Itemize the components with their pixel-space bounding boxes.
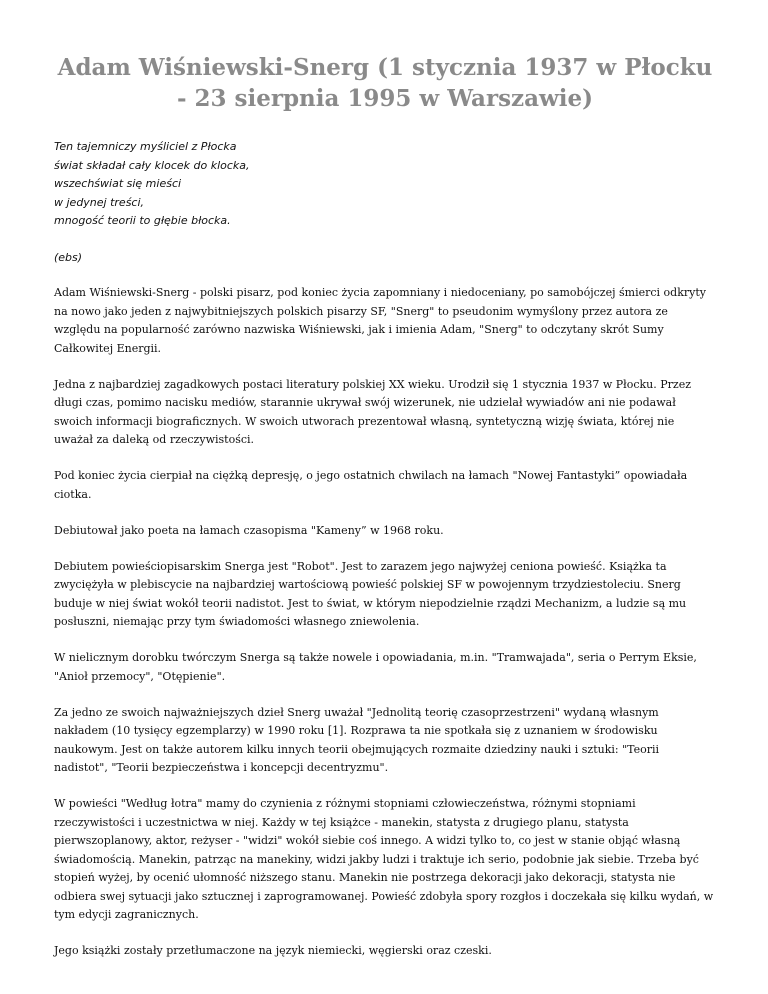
poem-line: w jedynej treści, xyxy=(54,195,145,209)
poem-line: wszechświat się mieści xyxy=(54,177,182,190)
paragraph-translations: Jego książki zostały przetłumaczone na język niemiecki, węgierski oraz czeski. xyxy=(54,944,492,957)
poem xyxy=(54,138,716,231)
paragraph-intro: Adam Wiśniewski-Snerg - polski pisarz, pod koniec życia zapomniany i niedoceniany, po samobójczej śmierci odkryty na nowo jako jeden z najwybitniejszych polskich pisarzy SF, "Snerg" to pseudonim wymyślony przez autora ze względu na popularność zarówno nazwiska Wiśniewski, jak i imienia Adam, "Snerg" to odczytany skrót Sumy Całkowitej Energii. xyxy=(54,286,706,355)
paragraph-poet-debut: Debiutował jako poeta na łamach czasopisma "Kameny” w 1968 roku. xyxy=(54,523,444,537)
paragraph-biography: Jedna z najbardziej zagadkowych postaci literatury polskiej XX wieku. Urodził się 1 stycznia 1937 w Płocku. Przez długi czas, pomimo nacisku mediów, starannie ukrywał swój wizerunek, nie udzielał wywiadów ani nie podawał swoich informacji biograficznych. W swoich utworach prezentował własną, syntetyczną wizję świata, której nie uważał za daleką od rzeczywistości. xyxy=(54,377,692,446)
document-page xyxy=(54,52,716,978)
paragraph-theory: Za jedno ze swoich najważniejszych dzieł Snerg uważał "Jednolitą teorię czasoprzestrzeni" wydaną własnym nakładem (10 tysięcy egzemplarzy) w 1990 roku [1]. Rozprawa ta nie spotkała się z uznaniem w środowisku naukowym. Jest on także autorem kilku innych teorii obejmujących rozmaite dziedziny nauki i sztuki: "Teorii nadistot", "Teorii bezpieczeństwa i koncepcji decentryzmu". xyxy=(54,705,660,774)
paragraph-depression: Pod koniec życia cierpiał na ciężką depresję, o jego ostatnich chwilach na łamach "Nowej Fantastyki” opowiadała ciotka. xyxy=(54,469,688,501)
poem-line: mnogość teorii to głębie błocka. xyxy=(54,214,231,227)
paragraph-novellas: W nielicznym dorobku twórczym Snerga są także nowele i opowiadania, m.in. "Tramwajada", seria o Perrym Eksie, "Anioł przemocy", "Otępienie". xyxy=(54,651,697,683)
poem-line: Ten tajemniczy myśliciel z Płocka xyxy=(54,140,237,153)
paragraph-robot: Debiutem powieściopisarskim Snerga jest "Robot". Jest to zarazem jego najwyżej ceniona powieść. Książka ta zwyciężyła w plebiscycie na najbardziej wartościową powieść polskiej SF w powojennym trzydziestoleciu. Snerg buduje w niej świat wokół teorii nadistot. Jest to świat, w którym niepodzielnie rządzi Mechanizm, a ludzie są mu posłuszni, niemając przy tym świadomości własnego zniewolenia. xyxy=(54,559,687,628)
paragraph-wedlug-lotra: W powieści "Według łotra" mamy do czynienia z różnymi stopniami człowieczeństwa, różnymi stopniami rzeczywistości i uczestnictwa w niej. Każdy w tej książce - manekin, statysta z drugiego planu, statysta pierwszoplanowy, aktor, reżyser - "widzi" wokół siebie coś innego. A widzi tylko to, co jest w stanie objąć własną świadomością. Manekin, patrząc na manekiny, widzi jakby ludzi i traktuje ich serio, podobnie jak siebie. Trzeba być stopień wyżej, by ocenić ułomność niższego stanu. Manekin nie postrzega dekoracji jako dekoracji, statysta nie odbiera swej sytuacji jako sztucznej i zaprogramowanej. Powieść zdobyła spory rozgłos i doczekała się kilku wydań, w tym edycji zagranicznych. xyxy=(54,797,714,921)
document-title: Adam Wiśniewski-Snerg (1 stycznia 1937 w Płocku - 23 sierpnia 1995 w Warszawie) xyxy=(57,54,713,112)
poem-line: świat składał cały klocek do klocka, xyxy=(54,158,250,172)
poem-signature: (ebs) xyxy=(54,250,83,264)
